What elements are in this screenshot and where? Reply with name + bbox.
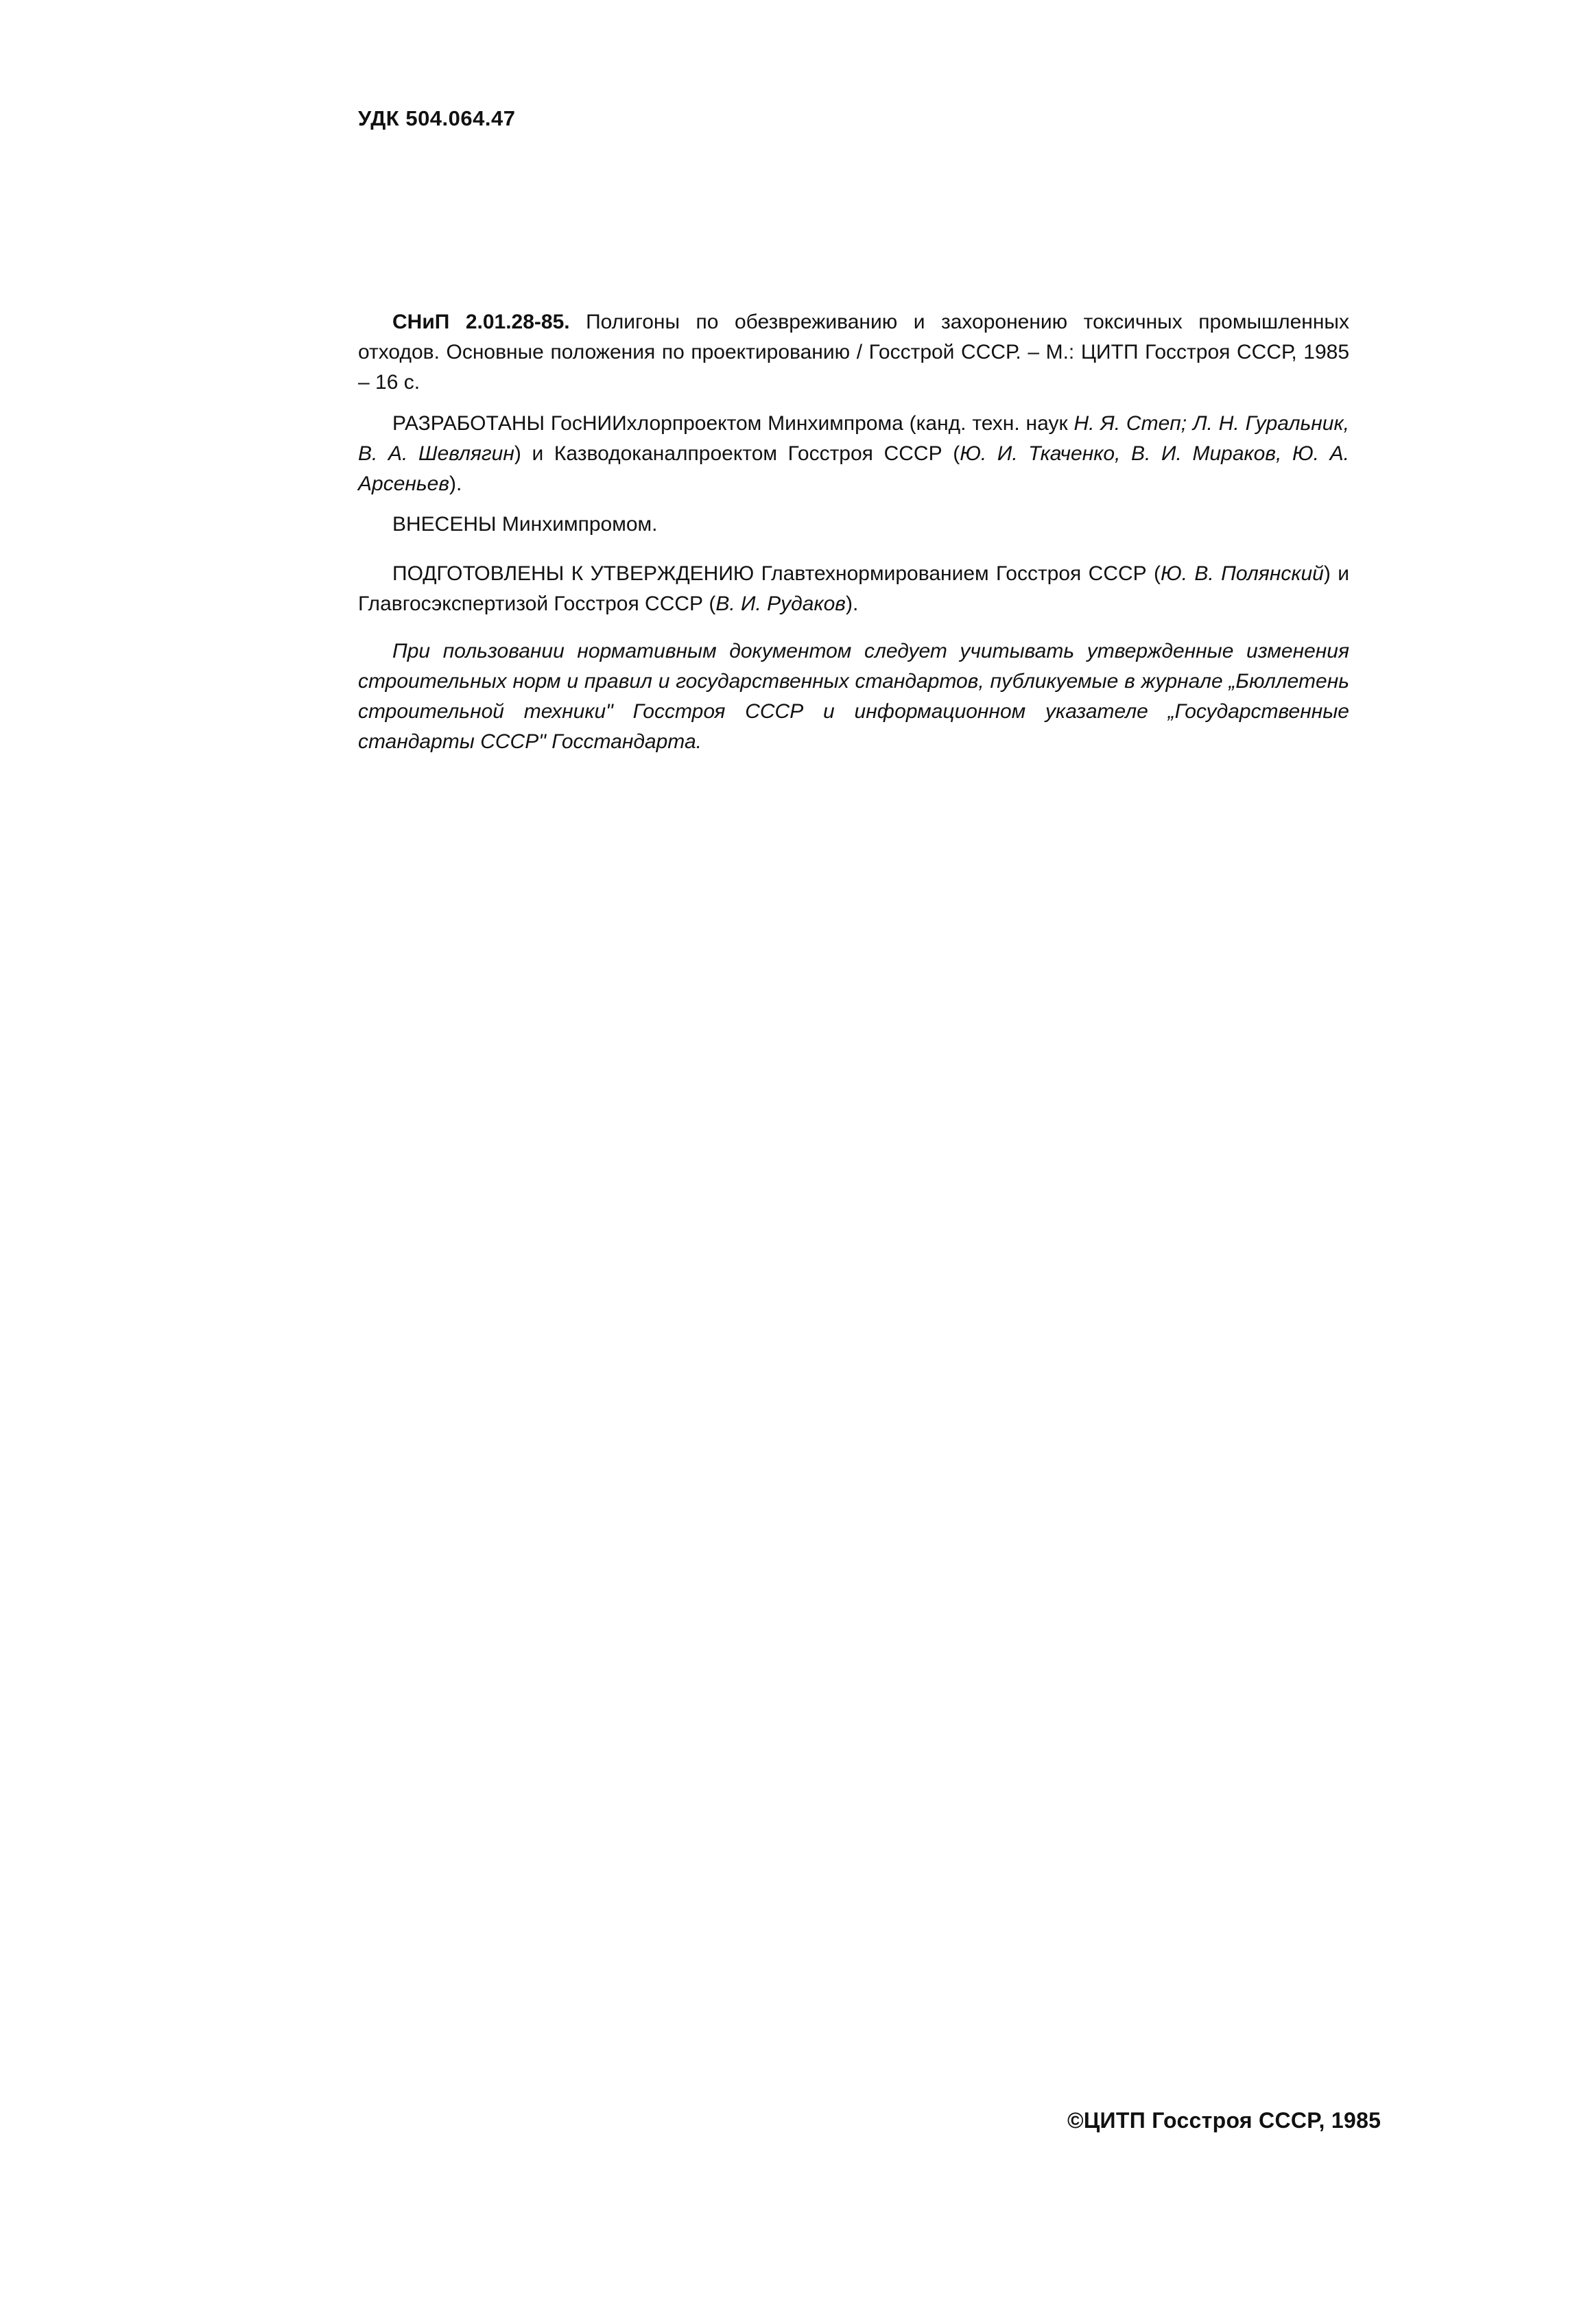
- prepared-label: ПОДГОТОВЛЕНЫ К УТВЕРЖДЕНИЮ: [392, 562, 755, 585]
- developed-authors-1: Н. Я. Степ; Л. Н. Гуральник, В. А. Шевлягин: [358, 412, 1349, 465]
- developed-text-2: ) и Казводоканалпроектом Госстроя СССР (: [514, 442, 960, 465]
- developed-paragraph: [358, 409, 1349, 499]
- prepared-paragraph: [358, 559, 1349, 619]
- citation-paragraph: [358, 307, 1349, 398]
- developed-text-3: ).: [449, 472, 462, 495]
- developed-text-1: ГосНИИхлорпроектом Минхимпрома (канд. техн. наук: [545, 412, 1074, 435]
- udk-code: УДК 504.064.47: [358, 106, 516, 130]
- introduced-text: Минхимпромом.: [496, 513, 658, 536]
- prepared-person-2: В. И. Рудаков: [715, 592, 846, 615]
- prepared-text-1: Главтехнормированием Госстроя СССР (: [754, 562, 1161, 585]
- developed-label: РАЗРАБОТАНЫ: [392, 412, 545, 435]
- standard-code: СНиП 2.01.28-85.: [392, 311, 570, 333]
- usage-note: При пользовании нормативным документом следует учитывать утвержденные изменения строительных норм и правил и государственных стандартов, публикуемые в журнале „Бюллетень строительной техники" Госстроя СССР и информационном указателе „Государственные стандарты СССР" Госстандарта.: [358, 640, 1349, 753]
- prepared-text-2: ) и Главгосэкспертизой Госстроя СССР (: [358, 562, 1349, 615]
- introduced-label: ВНЕСЕНЫ: [392, 513, 497, 536]
- prepared-person-1: Ю. В. Полянский: [1161, 562, 1324, 585]
- developed-authors-2: Ю. И. Ткаченко, В. И. Мираков, Ю. А. Арсеньев: [358, 442, 1349, 495]
- citation-text: Полигоны по обезвреживанию и захоронению токсичных промышленных отходов. Основные положения по проектированию / Госстрой СССР. – М.: ЦИТП Госстроя СССР, 1985 – 16 с.: [358, 311, 1349, 394]
- copyright-line: ©ЦИТП Госстроя СССР, 1985: [1067, 2108, 1381, 2133]
- introduced-paragraph: [358, 510, 1349, 540]
- prepared-text-3: ).: [845, 592, 859, 615]
